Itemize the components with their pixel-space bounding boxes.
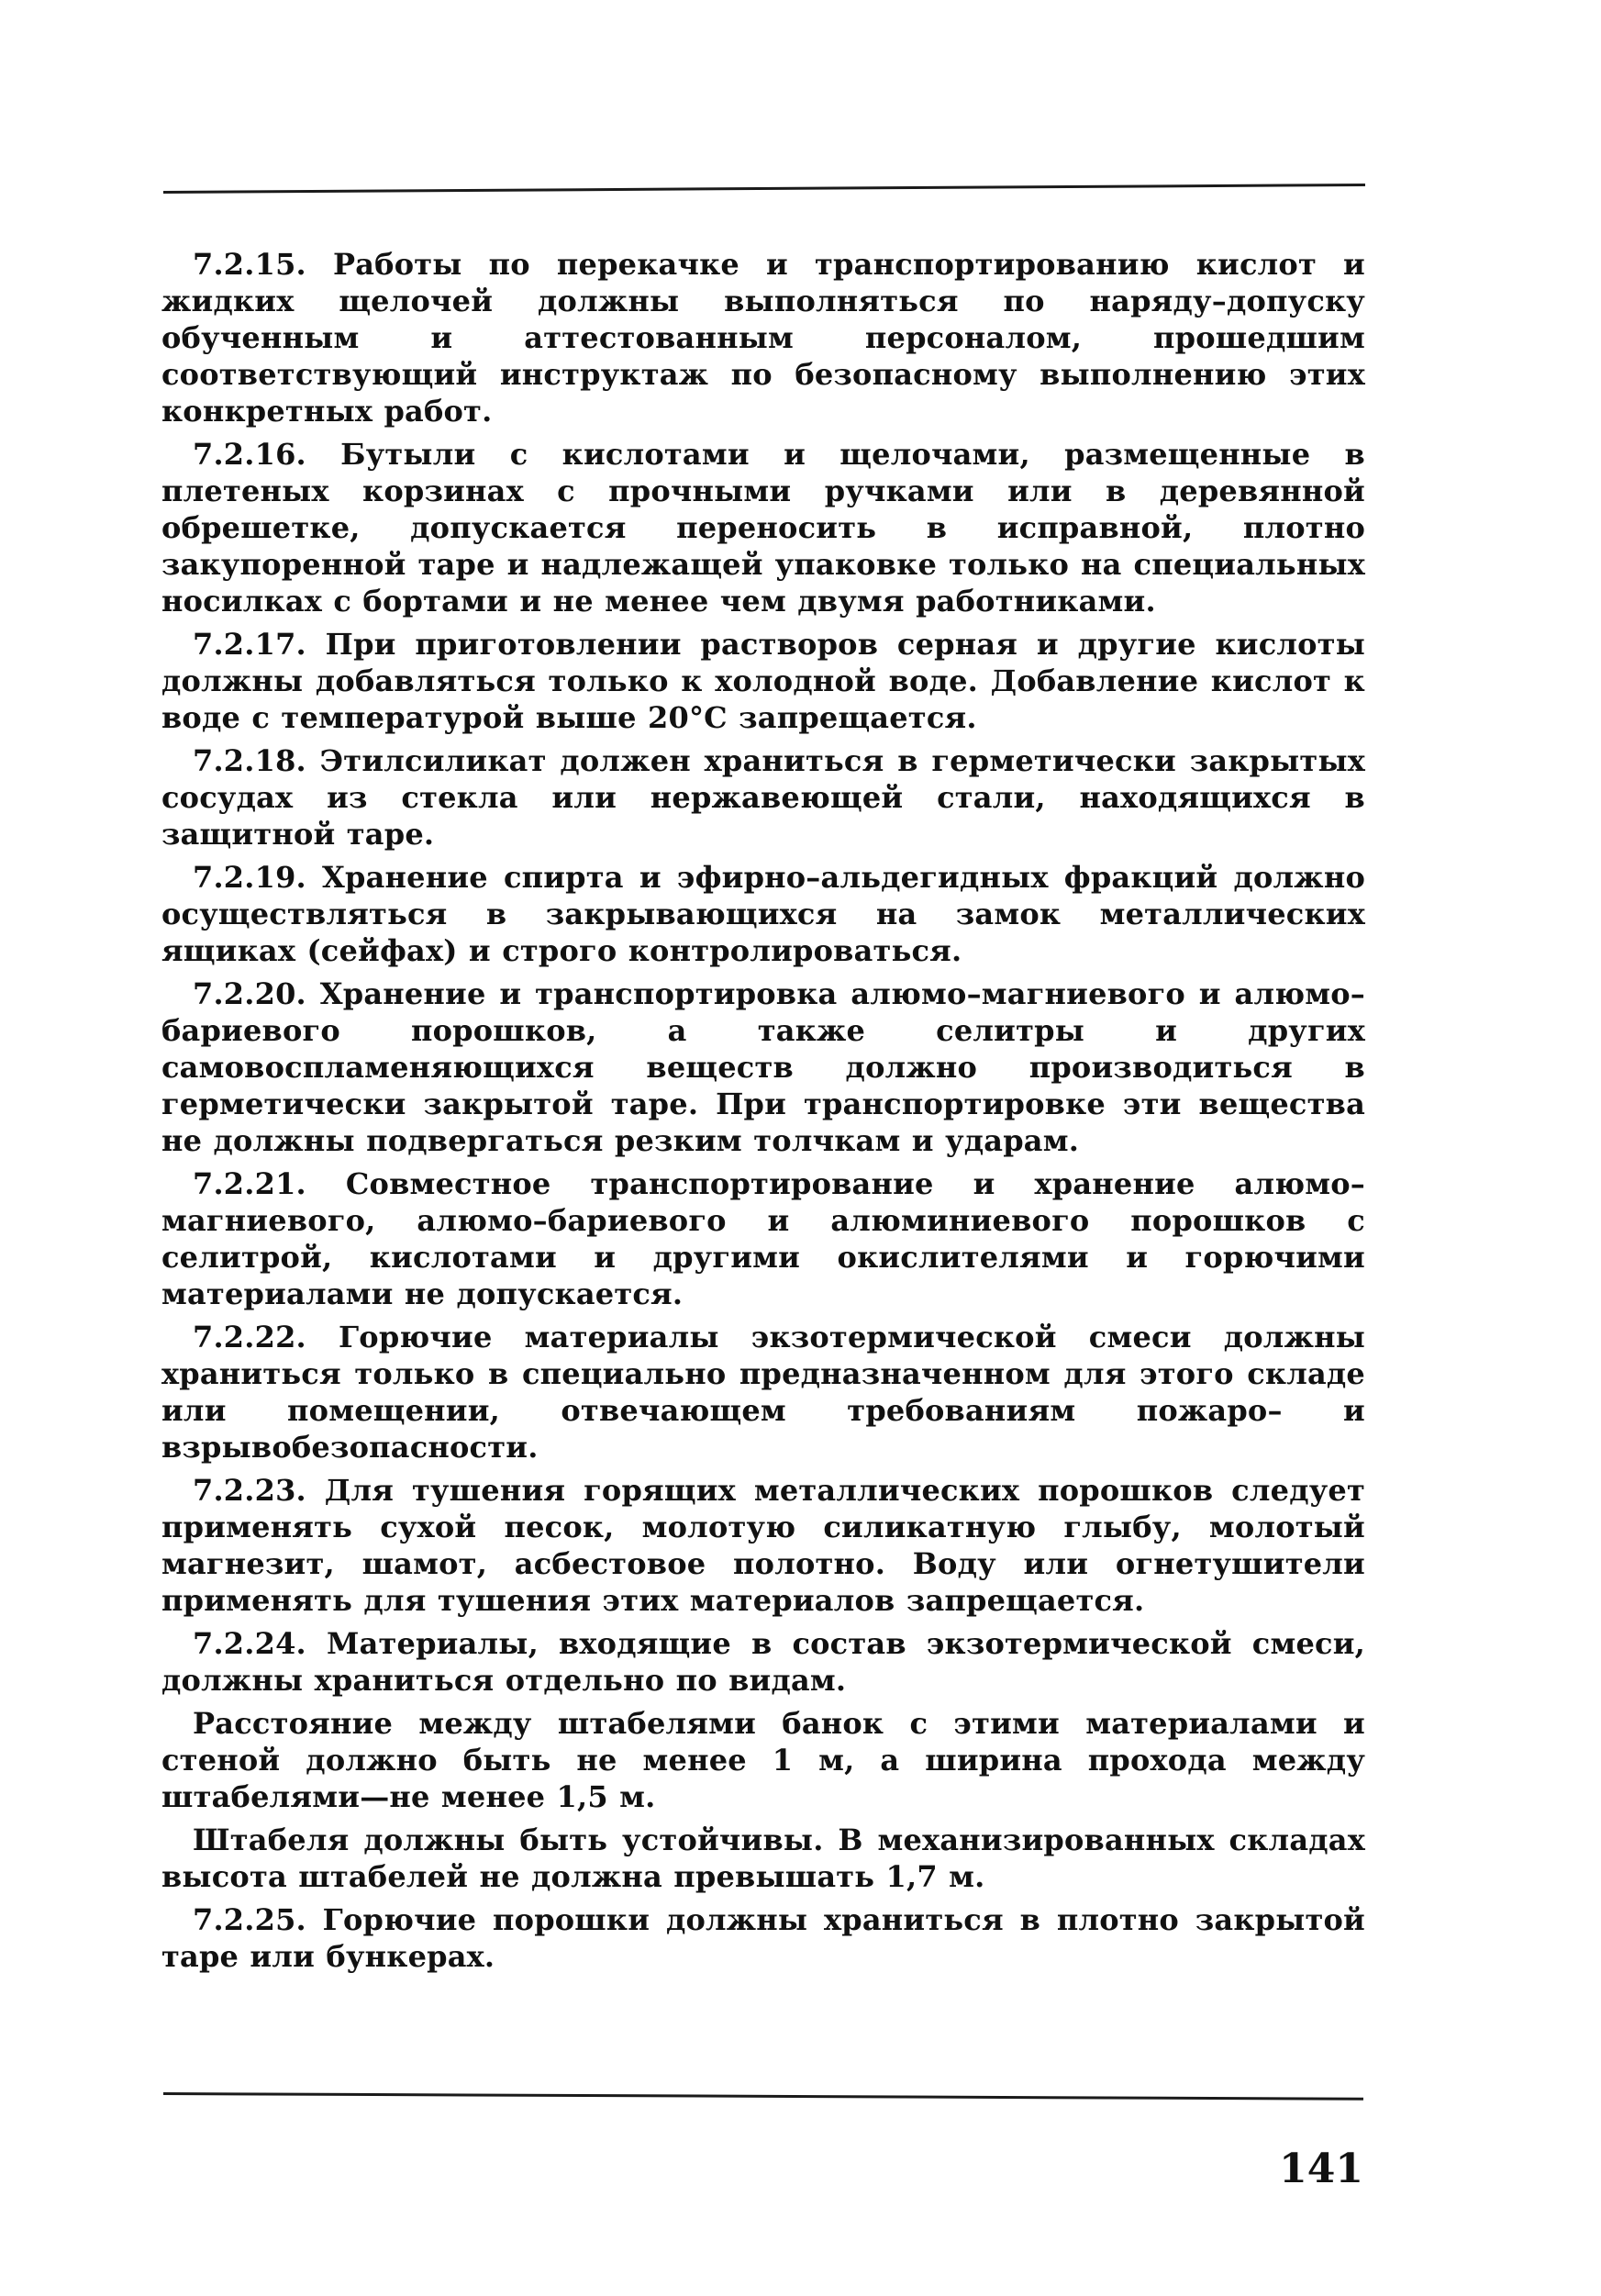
page-number: 141 <box>1279 2146 1363 2192</box>
paragraph-stack-distance: Расстояние между штабелями банок с этими материалами и стеной должно быть не менее 1 м, а ширина прохода между штабелями—не менее 1,5 м. <box>161 1706 1365 1814</box>
paragraph-7-2-23: 7.2.23. Для тушения горящих металлических порошков следует применять сухой песок, молотую силикатную глыбу, молотый магнезит, шамот, асбестовое полотно. Воду или огнетушители применять для тушения этих материалов запрещается. <box>161 1473 1365 1618</box>
paragraph-7-2-15: 7.2.15. Работы по перекачке и транспортированию кислот и жидких щелочей должны выполняться по наряду–допуску обученным и аттестованным персоналом, прошедшим соответствующий инструктаж по безопасному выполнению этих конкретных работ. <box>161 247 1365 429</box>
paragraph-7-2-24: 7.2.24. Материалы, входящие в состав экзотермической смеси, должны храниться отдельно по видам. <box>161 1626 1365 1698</box>
bottom-rule-divider <box>163 2092 1363 2101</box>
paragraph-7-2-16: 7.2.16. Бутыли с кислотами и щелочами, размещенные в плетеных корзинах с прочными ручками или в деревянной обрешетке, допускается переносить в исправной, плотно закупоренной таре и надлежащей упаковке только на специальных носилках с бортами и не менее чем двумя работниками. <box>161 437 1365 619</box>
paragraph-7-2-21: 7.2.21. Совместное транспортирование и хранение алюмо–магниевого, алюмо–бариевого и алюминиевого порошков с селитрой, кислотами и другими окислителями и горючими материалами не допускается. <box>161 1166 1365 1311</box>
paragraph-7-2-22: 7.2.22. Горючие материалы экзотермической смеси должны храниться только в специально предназначенном для этого складе или помещении, отвечающем требованиям пожаро– и взрывобезопасности. <box>161 1320 1365 1465</box>
paragraph-7-2-18: 7.2.18. Этилсиликат должен храниться в герметически закрытых сосудах из стекла или нержавеющей стали, находящихся в защитной таре. <box>161 743 1365 852</box>
paragraph-7-2-19: 7.2.19. Хранение спирта и эфирно–альдегидных фракций должно осуществляться в закрывающихся на замок металлических ящиках (сейфах) и строго контролироваться. <box>161 860 1365 968</box>
paragraph-7-2-25: 7.2.25. Горючие порошки должны храниться в плотно закрытой таре или бункерах. <box>161 1902 1365 1974</box>
top-rule-divider <box>163 184 1365 194</box>
body-text <box>161 246 1365 1981</box>
paragraph-7-2-17: 7.2.17. При приготовлении растворов серная и другие кислоты должны добавляться только к холодной воде. Добавление кислот к воде с температурой выше 20°С запрещается. <box>161 627 1365 735</box>
paragraph-7-2-20: 7.2.20. Хранение и транспортировка алюмо–магниевого и алюмо–бариевого порошков, а также селитры и других самовоспламеняющихся веществ должно производиться в герметически закрытой таре. При транспортировке эти вещества не должны подвергаться резким толчкам и ударам. <box>161 976 1365 1158</box>
paragraph-stack-stability: Штабеля должны быть устойчивы. В механизированных складах высота штабелей не должна превышать 1,7 м. <box>161 1822 1365 1894</box>
